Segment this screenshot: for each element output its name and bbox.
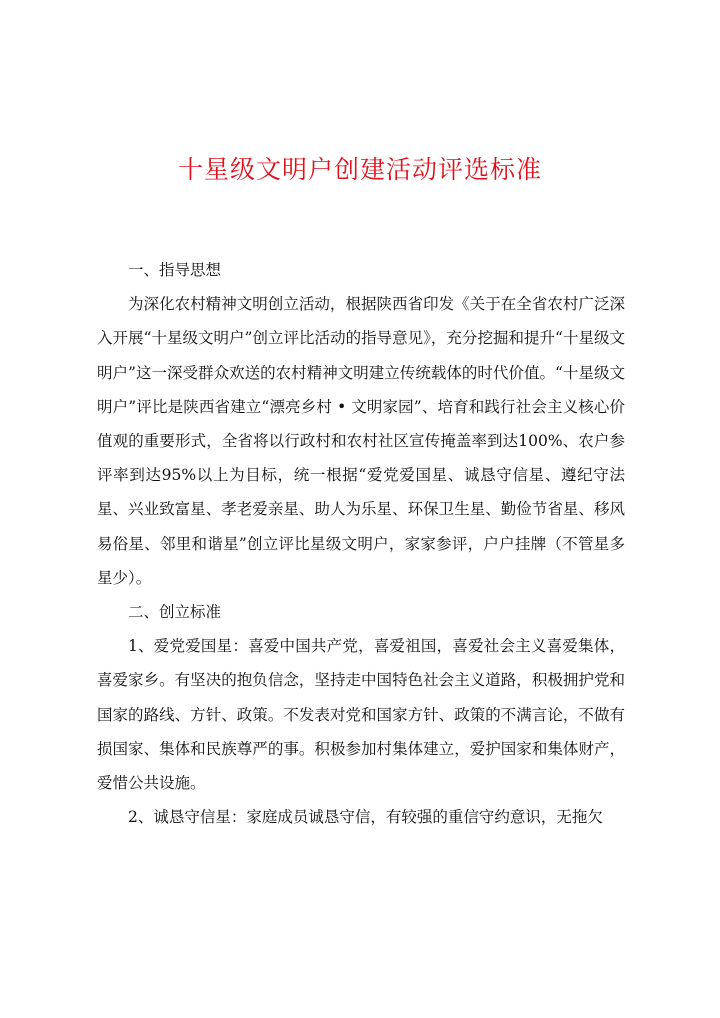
section-heading-guiding-ideology: 一、指导思想 <box>128 261 222 279</box>
paragraph-star-patriotism: 1、爱党爱国星：喜爱中国共产党，喜爱祖国，喜爱社会主义喜爱集体，喜爱家乡。有坚决的抱负信念，坚持走中国特色社会主义道路，积极拥护党和国家的路线、方针、政策。不发表对党和国家方针、政策的不满言论，不做有损国家、集体和民族尊严的事。积极参加村集体建立，爱护国家和集体财产，爱惜公共设施。 <box>97 637 625 793</box>
document-title: 十星级文明户创建活动评选标准 <box>177 155 542 184</box>
paragraph-star-integrity: 2、诚恳守信星：家庭成员诚恳守信，有较强的重信守约意识，无拖欠 <box>128 808 603 827</box>
section-heading-standards: 二、创立标准 <box>128 603 222 622</box>
document-body <box>97 253 625 834</box>
paragraph-guiding-ideology: 为深化农村精神文明创立活动，根据陕西省印发《关于在全省农村广泛深入开展“十星级文明户”创立评比活动的指导意见》，充分挖掘和提升“十星级文明户”这一深受群众欢送的农村精神文明建立传统载体的时代价值。“十星级文明户”评比是陕西省建立“漂亮乡村 • 文明家园”、培育和践行社会主义核心价值观的重要形式，全省将以行政村和农村社区宣传掩盖率到达100%、农户参评率到达95%以上为目标，统一根据“爱党爱国星、诚恳守信星、遵纪守法星、兴业致富星、孝老爱亲星、助人为乐星、环保卫生星、勤俭节省星、移风易俗星、邻里和谐星”创立评比星级文明户，家家参评，户户挂牌（不管星多星少）。 <box>97 295 625 587</box>
